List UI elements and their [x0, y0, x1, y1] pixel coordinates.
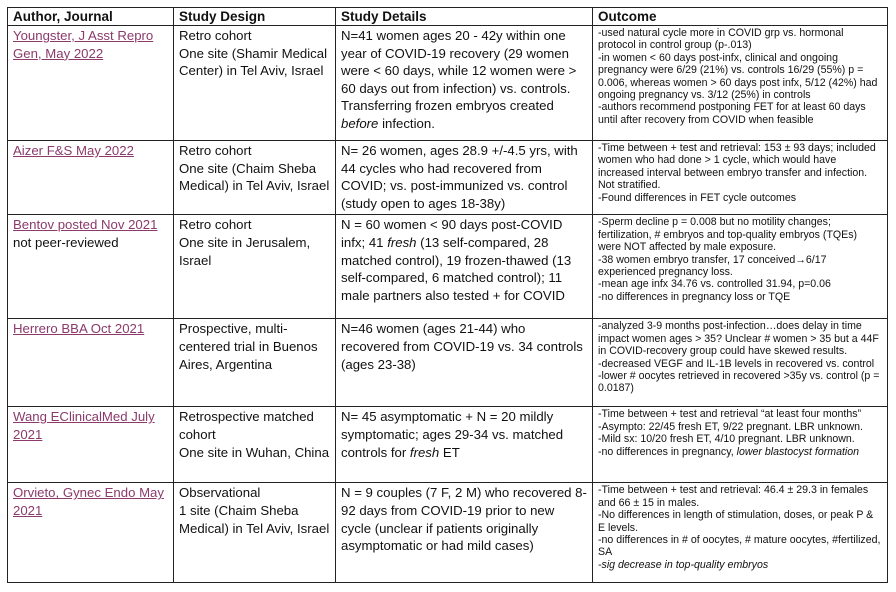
design-line: Prospective, multi-centered trial in Buenos Aires, Argentina [179, 321, 318, 372]
design-cell [174, 26, 336, 141]
details-cell [336, 407, 593, 483]
table-row [8, 141, 888, 215]
details-text: N = 9 couples (7 F, 2 M) who recovered 8-92 days from COVID-19 prior to new cycle (unclear if patients originally asymptomatic or had mild cases) [341, 485, 587, 554]
details-text: N= 26 women, ages 28.9 +/-4.5 yrs, with 44 cycles who had recovered from COVID; vs. post-immunized vs. control (study open to ages 18-38y) [341, 143, 578, 211]
author-cell [8, 26, 174, 141]
author-link[interactable]: Wang EClinicalMed July 2021 [13, 409, 155, 442]
table-row [8, 319, 888, 407]
outcome-line: -Asympto: 22/45 fresh ET, 9/22 pregnant. LBR unknown. [598, 420, 863, 433]
outcome-line: -Sperm decline p = 0.008 but no motility changes; fertilization, # embryos and top-quality embryos (TQEs) were NOT affected by male exposure. [598, 216, 858, 254]
author-link[interactable]: Orvieto, Gynec Endo May 2021 [13, 485, 164, 518]
details-text: (13 self-compared, 28 matched control), 19 frozen-thawed (13 self-compared, 6 matched control); 11 male partners also tested + for COVID [341, 234, 572, 303]
header-design: Study Design [174, 8, 336, 26]
outcome-line: -authors recommend postponing FET for at least 60 days until after recovery from COVID when feasible [598, 101, 866, 126]
table-row [8, 26, 888, 141]
details-text: ET [439, 444, 460, 460]
design-line: Retro cohort [179, 143, 252, 158]
outcome-line [598, 446, 882, 458]
details-cell [336, 319, 593, 407]
design-line: One site (Chaim Sheba Medical) in Tel Aviv, Israel [179, 160, 330, 194]
outcome-line: -in women < 60 days post-infx, clinical and ongoing pregnancy were 6/29 (21%) vs. controls 16/29 (55%) p = 0.006, whereas women > 60 days post infx, 5/12 (42%) had ongoing pregnancy vs. 3/12 (25%) in controls [598, 51, 878, 102]
design-cell [174, 407, 336, 483]
design-line: Retro cohort [179, 28, 252, 43]
details-text: infection. [378, 115, 435, 131]
outcome-cell [593, 215, 888, 319]
author-link[interactable]: Aizer F&S May 2022 [13, 143, 134, 158]
outcome-cell [593, 319, 888, 407]
outcome-emphasis: lower blastocyst formation [736, 445, 860, 458]
table-row [8, 483, 888, 583]
outcome-line: -analyzed 3-9 months post-infection…does delay in time impact women ages > 35? Unclear # women > 35 but a 44F in COVID-recovery group could have skewed results. [598, 320, 879, 358]
outcome-line: -used natural cycle more in COVID grp vs. hormonal protocol in control group (p-.013) [598, 27, 844, 52]
outcome-cell [593, 141, 888, 215]
outcome-line: -decreased VEGF and IL-1B levels in recovered vs. control [598, 357, 875, 370]
design-cell [174, 319, 336, 407]
author-link[interactable]: Herrero BBA Oct 2021 [13, 321, 145, 337]
author-cell [8, 483, 174, 583]
design-line: Observational [179, 485, 261, 501]
author-cell [8, 319, 174, 407]
outcome-line: -lower # oocytes retrieved in recovered >35y vs. control (p = 0.0187) [598, 370, 880, 395]
details-cell [336, 215, 593, 319]
outcome-line: -Found differences in FET cycle outcomes [598, 191, 797, 204]
outcome-cell [593, 26, 888, 141]
outcome-line: -no differences in # of oocytes, # mature oocytes, #fertilized, SA [598, 534, 881, 559]
details-text: N=41 women ages 20 - 42y within one year of COVID-19 recovery (29 women were < 60 days, while 12 women were > 60 days out from infection) vs. controls. Transferring frozen embryos created [341, 28, 577, 114]
details-text: N= 45 asymptomatic + N = 20 mildly symptomatic; ages 29-34 vs. matched controls for [341, 409, 564, 460]
outcome-emphasis: -sig decrease in top-quality embryos [598, 558, 769, 571]
outcome-line: -No differences in length of stimulation, doses, or peak P & E levels. [598, 509, 874, 534]
details-cell [336, 141, 593, 215]
design-line: One site in Wuhan, China [179, 444, 330, 460]
outcome-line: -Time between + test and retrieval: 46.4 ± 29.3 in females and 66 ± 15 in males. [598, 484, 869, 509]
design-line: One site (Shamir Medical Center) in Tel Aviv, Israel [179, 45, 328, 79]
table-row [8, 407, 888, 483]
details-cell [336, 483, 593, 583]
header-outcome: Outcome [593, 8, 888, 26]
outcome-cell [593, 483, 888, 583]
outcome-line: -Time between + test and retrieval “at least four months” [598, 408, 862, 421]
design-line: Retrospective matched cohort [179, 409, 314, 442]
studies-table [7, 7, 888, 583]
details-text: N = 60 women < 90 days post-COVID infx; 41 [341, 217, 563, 250]
details-cell [336, 26, 593, 141]
author-cell [8, 215, 174, 319]
design-cell [174, 483, 336, 583]
outcome-line: -Time between + test and retrieval: 153 ± 93 days; included women who had done > 1 cycle, which would have increased interval between embryo transfer and infection. Not stratified. [598, 142, 876, 192]
details-emphasis: before [341, 115, 379, 131]
details-emphasis: fresh [409, 444, 440, 460]
author-cell [8, 141, 174, 215]
outcome-line: -mean age infx 34.76 vs. controlled 31.94, p=0.06 [598, 278, 831, 291]
design-cell [174, 215, 336, 319]
outcome-cell [593, 407, 888, 483]
details-text: N=46 women (ages 21-44) who recovered from COVID-19 vs. 34 controls (ages 23-38) [341, 321, 583, 372]
author-cell [8, 407, 174, 483]
table-row [8, 215, 888, 319]
design-line: 1 site (Chaim Sheba Medical) in Tel Aviv, Israel [179, 502, 330, 536]
outcome-text: -no differences in pregnancy, [598, 445, 737, 458]
header-details: Study Details [336, 8, 593, 26]
author-note: not peer-reviewed [13, 234, 119, 250]
outcome-line: -Mild sx: 10/20 fresh ET, 4/10 pregnant. LBR unknown. [598, 433, 855, 446]
details-emphasis: fresh [387, 234, 417, 250]
author-link[interactable]: Bentov posted Nov 2021 [13, 217, 158, 233]
outcome-line: -no differences in pregnancy loss or TQE [598, 290, 791, 303]
design-cell [174, 141, 336, 215]
design-line: One site in Jerusalem, Israel [179, 234, 311, 268]
outcome-line: -38 women embryo transfer, 17 conceived→6/17 experienced pregnancy loss. [598, 253, 827, 278]
author-link[interactable]: Youngster, J Asst Repro Gen, May 2022 [13, 28, 154, 61]
design-line: Retro cohort [179, 217, 252, 233]
header-row [8, 8, 888, 26]
header-author: Author, Journal [8, 8, 174, 26]
